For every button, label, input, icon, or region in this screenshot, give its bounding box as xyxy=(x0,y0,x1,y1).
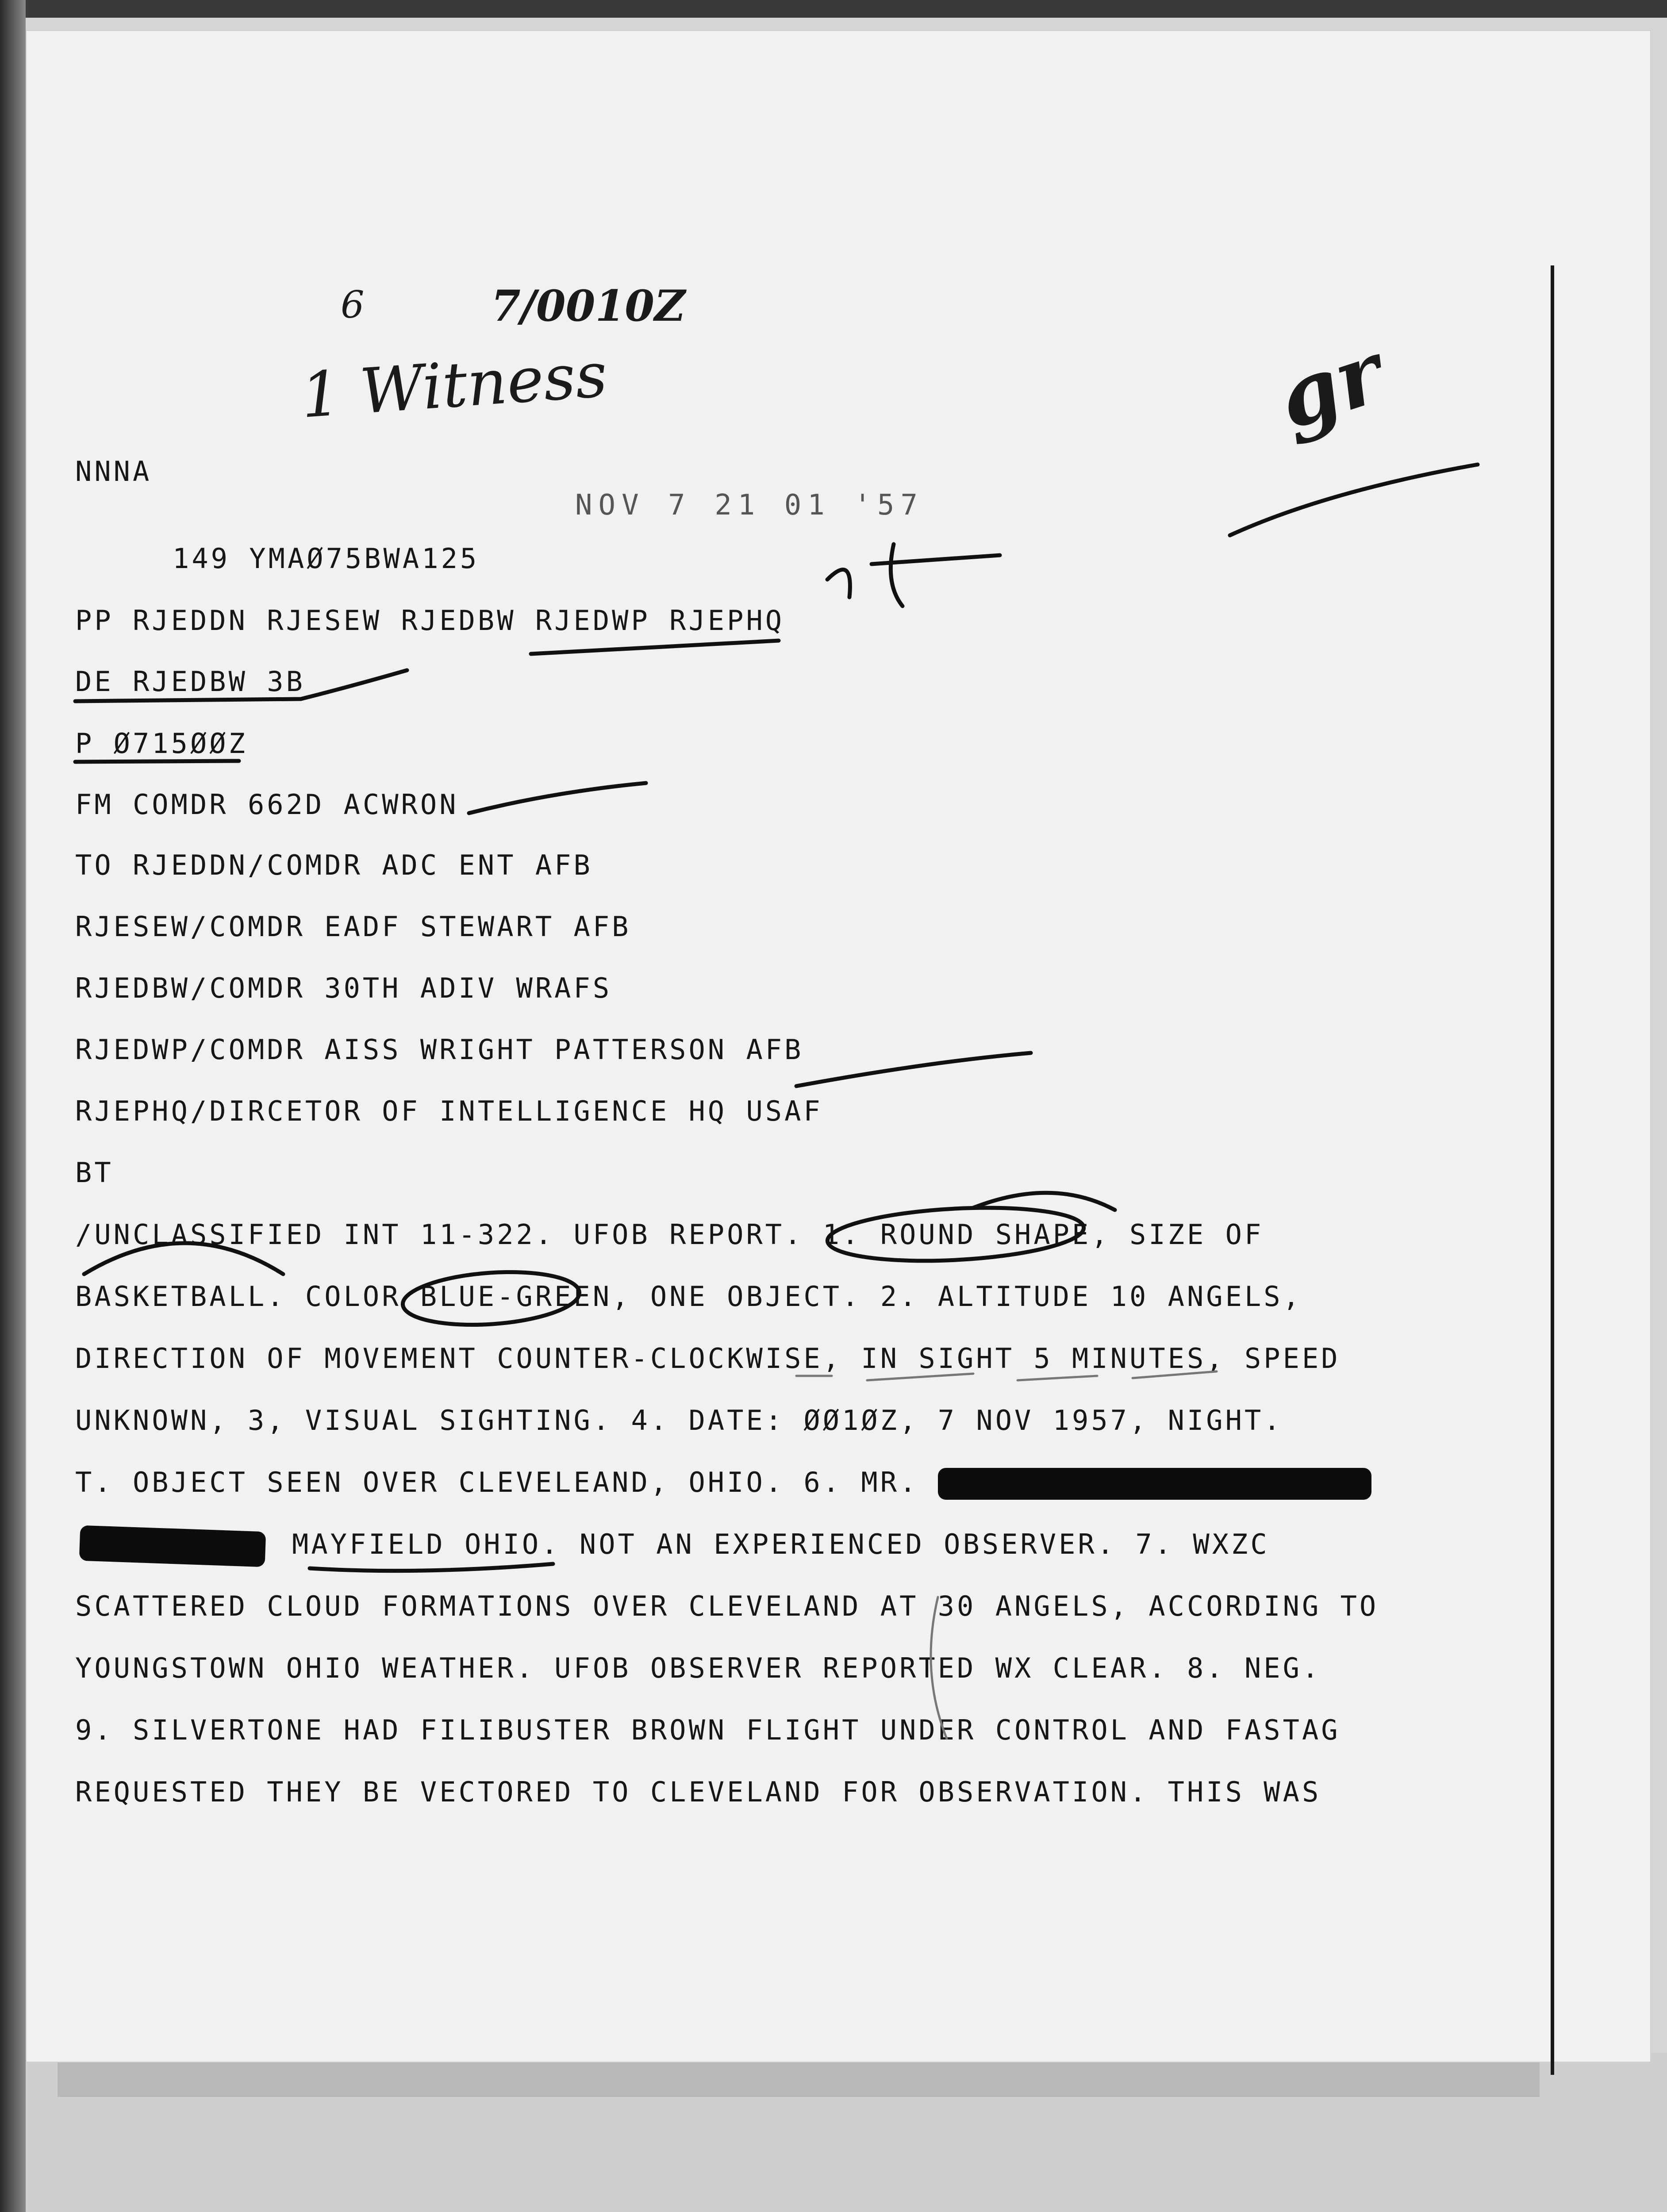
body-line-7: SCATTERED CLOUD FORMATIONS OVER CLEVELAND AT 30 ANGELS, ACCORDING TO xyxy=(75,1590,1379,1622)
underline-mayfield xyxy=(310,1564,553,1571)
header-de: DE RJEDBW 3B xyxy=(75,665,305,698)
body-line-1: /UNCLASSIFIED INT 11-322. UFOB REPORT. 1. ROUND SHAPE, SIZE OF xyxy=(75,1218,1264,1251)
handwritten-witness-note: 1 Witness xyxy=(299,339,610,432)
header-dtg: P Ø715ØØZ xyxy=(75,727,248,760)
header-routing: 149 YMAØ75BWA125 xyxy=(173,542,480,575)
body-line-6: MAYFIELD OHIO. NOT AN EXPERIENCED OBSERVER. 7. WXZC xyxy=(292,1528,1270,1560)
handwritten-time-group: 7/0010Z xyxy=(491,281,686,331)
body-line-4: UNKNOWN, 3, VISUAL SIGHTING. 4. DATE: ØØ1ØZ, 7 NOV 1957, NIGHT. xyxy=(75,1404,1283,1436)
circle-round-shape xyxy=(826,1202,1085,1267)
body-line-2: BASKETBALL. COLOR BLUE-GREEN, ONE OBJECT. 2. ALTITUDE 10 ANGELS, xyxy=(75,1280,1302,1313)
to-line-3: RJEDBW/COMDR 30TH ADIV WRAFS xyxy=(75,972,612,1004)
circle-blue-green xyxy=(401,1267,581,1330)
dash-top-right xyxy=(1230,465,1478,535)
to-line-5: RJEPHQ/DIRCETOR OF INTELLIGENCE HQ USAF xyxy=(75,1095,823,1127)
to-line-4: RJEDWP/COMDR AISS WRIGHT PATTERSON AFB xyxy=(75,1033,804,1066)
handwritten-number: 6 xyxy=(341,283,365,326)
body-line-3: DIRECTION OF MOVEMENT COUNTER-CLOCKWISE, IN SIGHT 5 MINUTES, SPEED xyxy=(75,1342,1341,1375)
from-line: FM COMDR 662D ACWRON xyxy=(75,788,459,821)
body-line-5: T. OBJECT SEEN OVER CLEVELEAND, OHIO. 6. MR. xyxy=(75,1466,919,1498)
received-stamp: NOV 7 21 01 '57 xyxy=(575,489,924,522)
dash-wright-patterson xyxy=(796,1053,1031,1086)
underline-rjedwp xyxy=(531,641,779,654)
faint-pencil-figure xyxy=(796,1371,1217,1380)
header-precedence: PP RJEDDN RJESEW RJEDBW RJEDWP RJEPHQ xyxy=(75,604,785,637)
dash-from xyxy=(469,783,646,813)
faint-pencil-marks xyxy=(931,1597,947,1739)
underline-dtg xyxy=(75,761,239,762)
body-line-10: REQUESTED THEY BE VECTORED TO CLEVELAND FOR OBSERVATION. THIS WAS xyxy=(75,1776,1321,1808)
header-nnna: NNNA xyxy=(75,455,152,488)
check-mark xyxy=(827,544,1000,606)
underline-de xyxy=(75,665,407,701)
to-line-1: TO RJEDDN/COMDR ADC ENT AFB xyxy=(75,849,593,881)
body-line-8: YOUNGSTOWN OHIO WEATHER. UFOB OBSERVER REPORTED WX CLEAR. 8. NEG. xyxy=(75,1652,1321,1684)
arc-basketball xyxy=(84,1243,283,1274)
body-line-9: 9. SILVERTONE HAD FILIBUSTER BROWN FLIGHT UNDER CONTROL AND FASTAG xyxy=(75,1714,1341,1746)
to-line-2: RJESEW/COMDR EADF STEWART AFB xyxy=(75,910,631,943)
handwritten-scribble: gr xyxy=(1266,323,1394,449)
bt-separator: BT xyxy=(75,1156,114,1189)
